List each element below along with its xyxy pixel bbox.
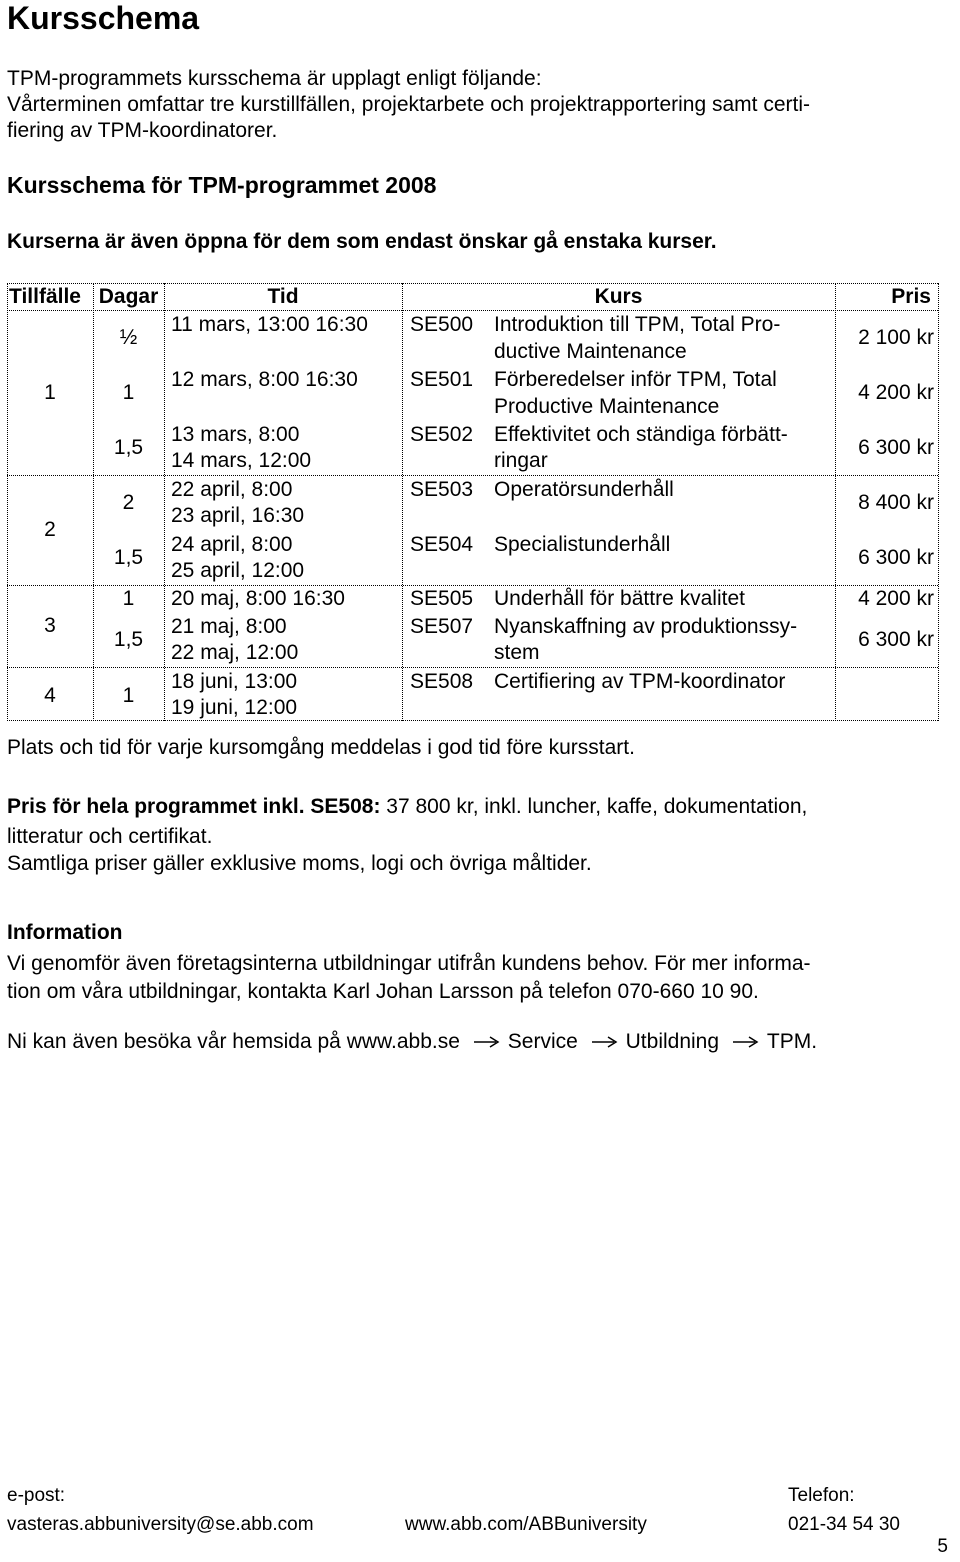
vat-note: Samtliga priser gäller exklusive moms, logi och övriga måltider. (7, 852, 592, 875)
right-arrow-icon (592, 1030, 618, 1054)
dagar-cell: 1,5 (113, 628, 144, 651)
tid-cell: 13 mars, 8:00 (171, 423, 300, 446)
price-cell: 6 300 kr (858, 628, 934, 651)
schedule-subheading: Kurserna är även öppna för dem som endast önskar gå enstaka kurser. (7, 230, 717, 253)
course-code: SE503 (410, 478, 474, 501)
dagar-cell: ½ (119, 326, 138, 349)
tid-cell: 21 maj, 8:00 (171, 615, 287, 638)
course-name: Specialistunderhåll (494, 533, 671, 556)
tillfalle-2: 2 (44, 518, 56, 541)
intro-text (7, 66, 810, 144)
course-name: Effektivitet och ständiga förbätt- (494, 423, 788, 446)
website-path-service: Service (507, 1030, 578, 1053)
price-cell: 4 200 kr (858, 587, 934, 610)
table-header-divider (7, 310, 938, 311)
program-price-label: Pris för hela programmet inkl. SE508: (7, 795, 381, 818)
footer-email[interactable]: vasteras.abbuniversity@se.abb.com (7, 1514, 314, 1535)
course-name: Introduktion till TPM, Total Pro- (494, 313, 781, 336)
program-price-cont: litteratur och certifikat. (7, 825, 213, 848)
header-kurs: Kurs (594, 285, 643, 308)
course-name: Underhåll för bättre kvalitet (494, 587, 745, 610)
table-border-bottom (7, 720, 938, 721)
footer-phone: 021-34 54 30 (788, 1514, 900, 1535)
table-group-divider (7, 667, 938, 668)
footer-email-label: e-post: (7, 1485, 66, 1506)
footer-website[interactable]: www.abb.com/ABBuniversity (405, 1514, 647, 1535)
course-code: SE507 (410, 615, 474, 638)
course-code: SE504 (410, 533, 474, 556)
price-cell: 8 400 kr (858, 491, 934, 514)
website-path-tpm: TPM. (766, 1030, 818, 1053)
tid-cell: 24 april, 8:00 (171, 533, 293, 556)
course-name-cont: Productive Maintenance (494, 395, 720, 418)
table-group-divider (7, 475, 938, 476)
table-border-right (938, 283, 939, 721)
header-tillfalle: Tillfälle (9, 285, 81, 308)
dagar-cell: 2 (122, 491, 135, 514)
schedule-heading: Kursschema för TPM-programmet 2008 (7, 172, 437, 198)
course-name-cont: ductive Maintenance (494, 340, 687, 363)
table-border-left (7, 283, 8, 721)
course-code: SE502 (410, 423, 474, 446)
program-price (7, 792, 947, 852)
tid-cell: 22 april, 8:00 (171, 478, 293, 501)
website-path-prefix: Ni kan även besöka vår hemsida på www.abb.se (7, 1030, 460, 1053)
price-cell: 6 300 kr (858, 546, 934, 569)
tid-cell: 18 juni, 13:00 (171, 670, 298, 693)
information-text (7, 950, 907, 1006)
information-line-2: tion om våra utbildningar, kontakta Karl Johan Larsson på telefon 070-660 10 90. (7, 980, 759, 1003)
tillfalle-1: 1 (44, 381, 56, 404)
tid-cell-end: 19 juni, 12:00 (171, 696, 298, 719)
tid-cell: 11 mars, 13:00 16:30 (171, 313, 368, 336)
course-name-cont: stem (494, 641, 540, 664)
course-code: SE508 (410, 670, 474, 693)
dagar-cell: 1,5 (113, 436, 144, 459)
right-arrow-icon (474, 1030, 500, 1054)
schedule-note: Plats och tid för varje kursomgång meddelas i god tid före kursstart. (7, 736, 635, 759)
price-cell: 6 300 kr (858, 436, 934, 459)
intro-line-1: TPM-programmets kursschema är upplagt enligt följande: (7, 67, 542, 90)
website-path (7, 1030, 817, 1054)
course-name: Operatörsunderhåll (494, 478, 674, 501)
course-code: SE501 (410, 368, 474, 391)
header-pris: Pris (891, 285, 931, 308)
course-name-cont: ringar (494, 449, 548, 472)
header-tid: Tid (267, 285, 299, 308)
course-schedule-table (7, 283, 939, 721)
tillfalle-3: 3 (44, 614, 56, 637)
page-number: 5 (937, 1536, 948, 1557)
tillfalle-4: 4 (44, 684, 56, 707)
price-cell: 4 200 kr (858, 381, 934, 404)
course-name: Förberedelser inför TPM, Total (494, 368, 777, 391)
header-dagar: Dagar (98, 285, 159, 308)
intro-line-2: Vårterminen omfattar tre kurstillfällen, projektarbete och projektrapportering samt certi- (7, 93, 811, 116)
page-title: Kursschema (7, 0, 200, 36)
tid-cell: 20 maj, 8:00 16:30 (171, 587, 345, 610)
course-code: SE500 (410, 313, 474, 336)
course-name: Nyanskaffning av produktionssy- (494, 615, 798, 638)
tid-cell-end: 25 april, 12:00 (171, 559, 305, 582)
website-path-utbildning: Utbildning (625, 1030, 720, 1053)
right-arrow-icon (733, 1030, 759, 1054)
information-line-1: Vi genomför även företagsinterna utbildningar utifrån kundens behov. För mer informa- (7, 952, 811, 975)
tid-cell: 12 mars, 8:00 16:30 (171, 368, 358, 391)
tid-cell-end: 22 maj, 12:00 (171, 641, 299, 664)
price-cell: 2 100 kr (858, 326, 934, 349)
dagar-cell: 1 (122, 381, 135, 404)
table-divider (164, 283, 165, 721)
program-price-value: 37 800 kr, inkl. luncher, kaffe, dokumentation, (380, 795, 808, 818)
dagar-cell: 1 (122, 684, 135, 707)
table-divider (402, 283, 403, 721)
tid-cell-end: 14 mars, 12:00 (171, 449, 312, 472)
tid-cell-end: 23 april, 16:30 (171, 504, 305, 527)
course-code: SE505 (410, 587, 474, 610)
information-heading: Information (7, 921, 123, 944)
intro-line-3: fiering av TPM-koordinatorer. (7, 119, 278, 142)
dagar-cell: 1 (122, 587, 135, 610)
dagar-cell: 1,5 (113, 546, 144, 569)
course-name: Certifiering av TPM-koordinator (494, 670, 786, 693)
footer-phone-label: Telefon: (788, 1485, 855, 1506)
